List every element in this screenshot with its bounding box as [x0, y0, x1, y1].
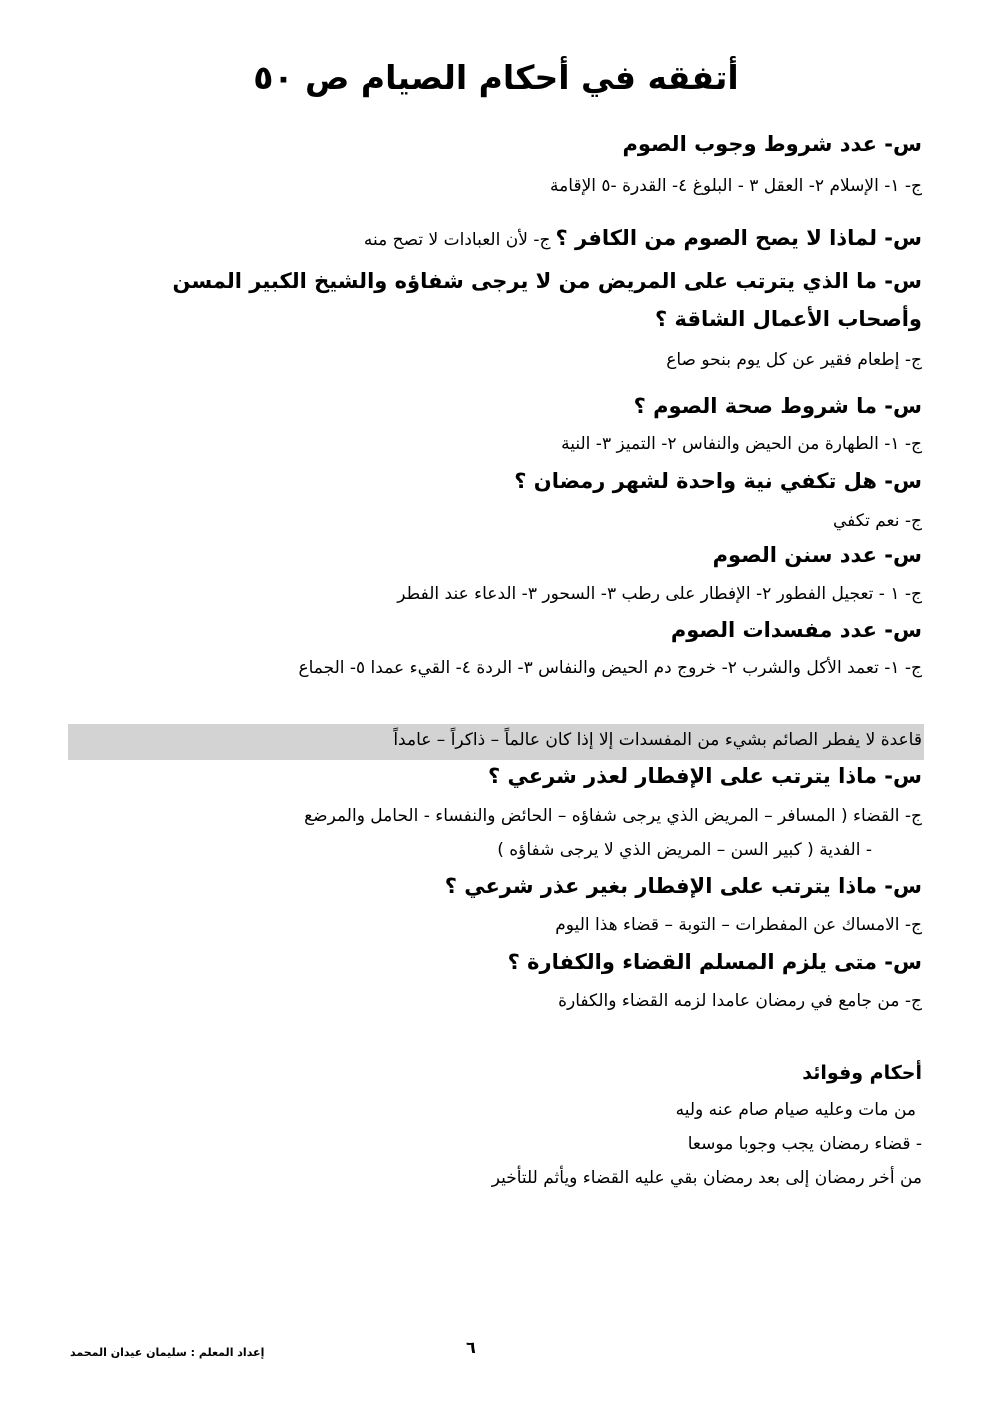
- rule-text: قاعدة لا يفطر الصائم بشيء من المفسدات إلا إذا كان عالماً – ذاكراً – عامداً: [393, 730, 922, 750]
- question-1: س- عدد شروط وجوب الصوم: [622, 132, 922, 156]
- question-4: س- ما شروط صحة الصوم ؟: [633, 394, 922, 418]
- question-3: س- ما الذي يترتب على المريض من لا يرجى شفاؤه والشيخ الكبير المسن وأصحاب الأعمال الشاقة ؟: [172, 269, 922, 331]
- answer-6: ج- ١ - تعجيل الفطور ٢- الإفطار على رطب ٣- السحور ٣- الدعاء عند الفطر: [397, 584, 922, 604]
- answer-4: ج- ١- الطهارة من الحيض والنفاس ٢- التميز ٣- النية: [561, 434, 922, 454]
- question-5: س- هل تكفي نية واحدة لشهر رمضان ؟: [514, 469, 922, 493]
- answer-5: ج- نعم تكفي: [832, 511, 922, 531]
- author-credit: إعداد المعلم : سليمان عيدان المحمد: [70, 1346, 265, 1359]
- note-line-3: من أخر رمضان إلى بعد رمضان بقي عليه القضاء ويأثم للتأخير: [491, 1168, 922, 1188]
- question-8: س- ماذا يترتب على الإفطار لعذر شرعي ؟: [488, 764, 922, 788]
- answer-10: ج- من جامع في رمضان عامدا لزمه القضاء والكفارة: [558, 991, 922, 1011]
- answer-1: ج- ١- الإسلام ٢- العقل ٣ - البلوغ ٤- القدرة -٥ الإقامة: [550, 176, 922, 196]
- question-10: س- متى يلزم المسلم القضاء والكفارة ؟: [507, 950, 922, 974]
- question-6: س- عدد سنن الصوم: [712, 543, 922, 567]
- question-2: س- لماذا لا يصح الصوم من الكافر ؟: [555, 226, 922, 250]
- page-title: أتفقه في أحكام الصيام ص ٥٠: [253, 58, 739, 97]
- answer-2: ج- لأن العبادات لا تصح منه: [363, 230, 551, 250]
- note-line-2: - قضاء رمضان يجب وجوبا موسعا: [687, 1134, 922, 1154]
- question-7: س- عدد مفسدات الصوم: [670, 618, 922, 642]
- question-9: س- ماذا يترتب على الإفطار بغير عذر شرعي ؟: [444, 874, 922, 898]
- answer-8-line-2: - الفدية ( كبير السن – المريض الذي لا يرجى شفاؤه ): [497, 840, 872, 860]
- answer-8: ج- القضاء ( المسافر – المريض الذي يرجى شفاؤه – الحائض والنفساء - الحامل والمرضع: [304, 806, 922, 826]
- page-number: ٦: [466, 1338, 476, 1357]
- answer-9: ج- الامساك عن المفطرات – التوبة – قضاء هذا اليوم: [555, 915, 922, 935]
- answer-3: ج- إطعام فقير عن كل يوم بنحو صاع: [666, 350, 922, 370]
- notes-heading: أحكام وفوائد: [802, 1062, 922, 1084]
- qa-row-2: [364, 226, 922, 250]
- note-line-1: من مات وعليه صيام صام عنه وليه: [675, 1100, 916, 1120]
- rule-highlight: [68, 724, 924, 760]
- answer-7: ج- ١- تعمد الأكل والشرب ٢- خروج دم الحيض والنفاس ٣- الردة ٤- القيء عمدا ٥- الجماع: [298, 658, 922, 678]
